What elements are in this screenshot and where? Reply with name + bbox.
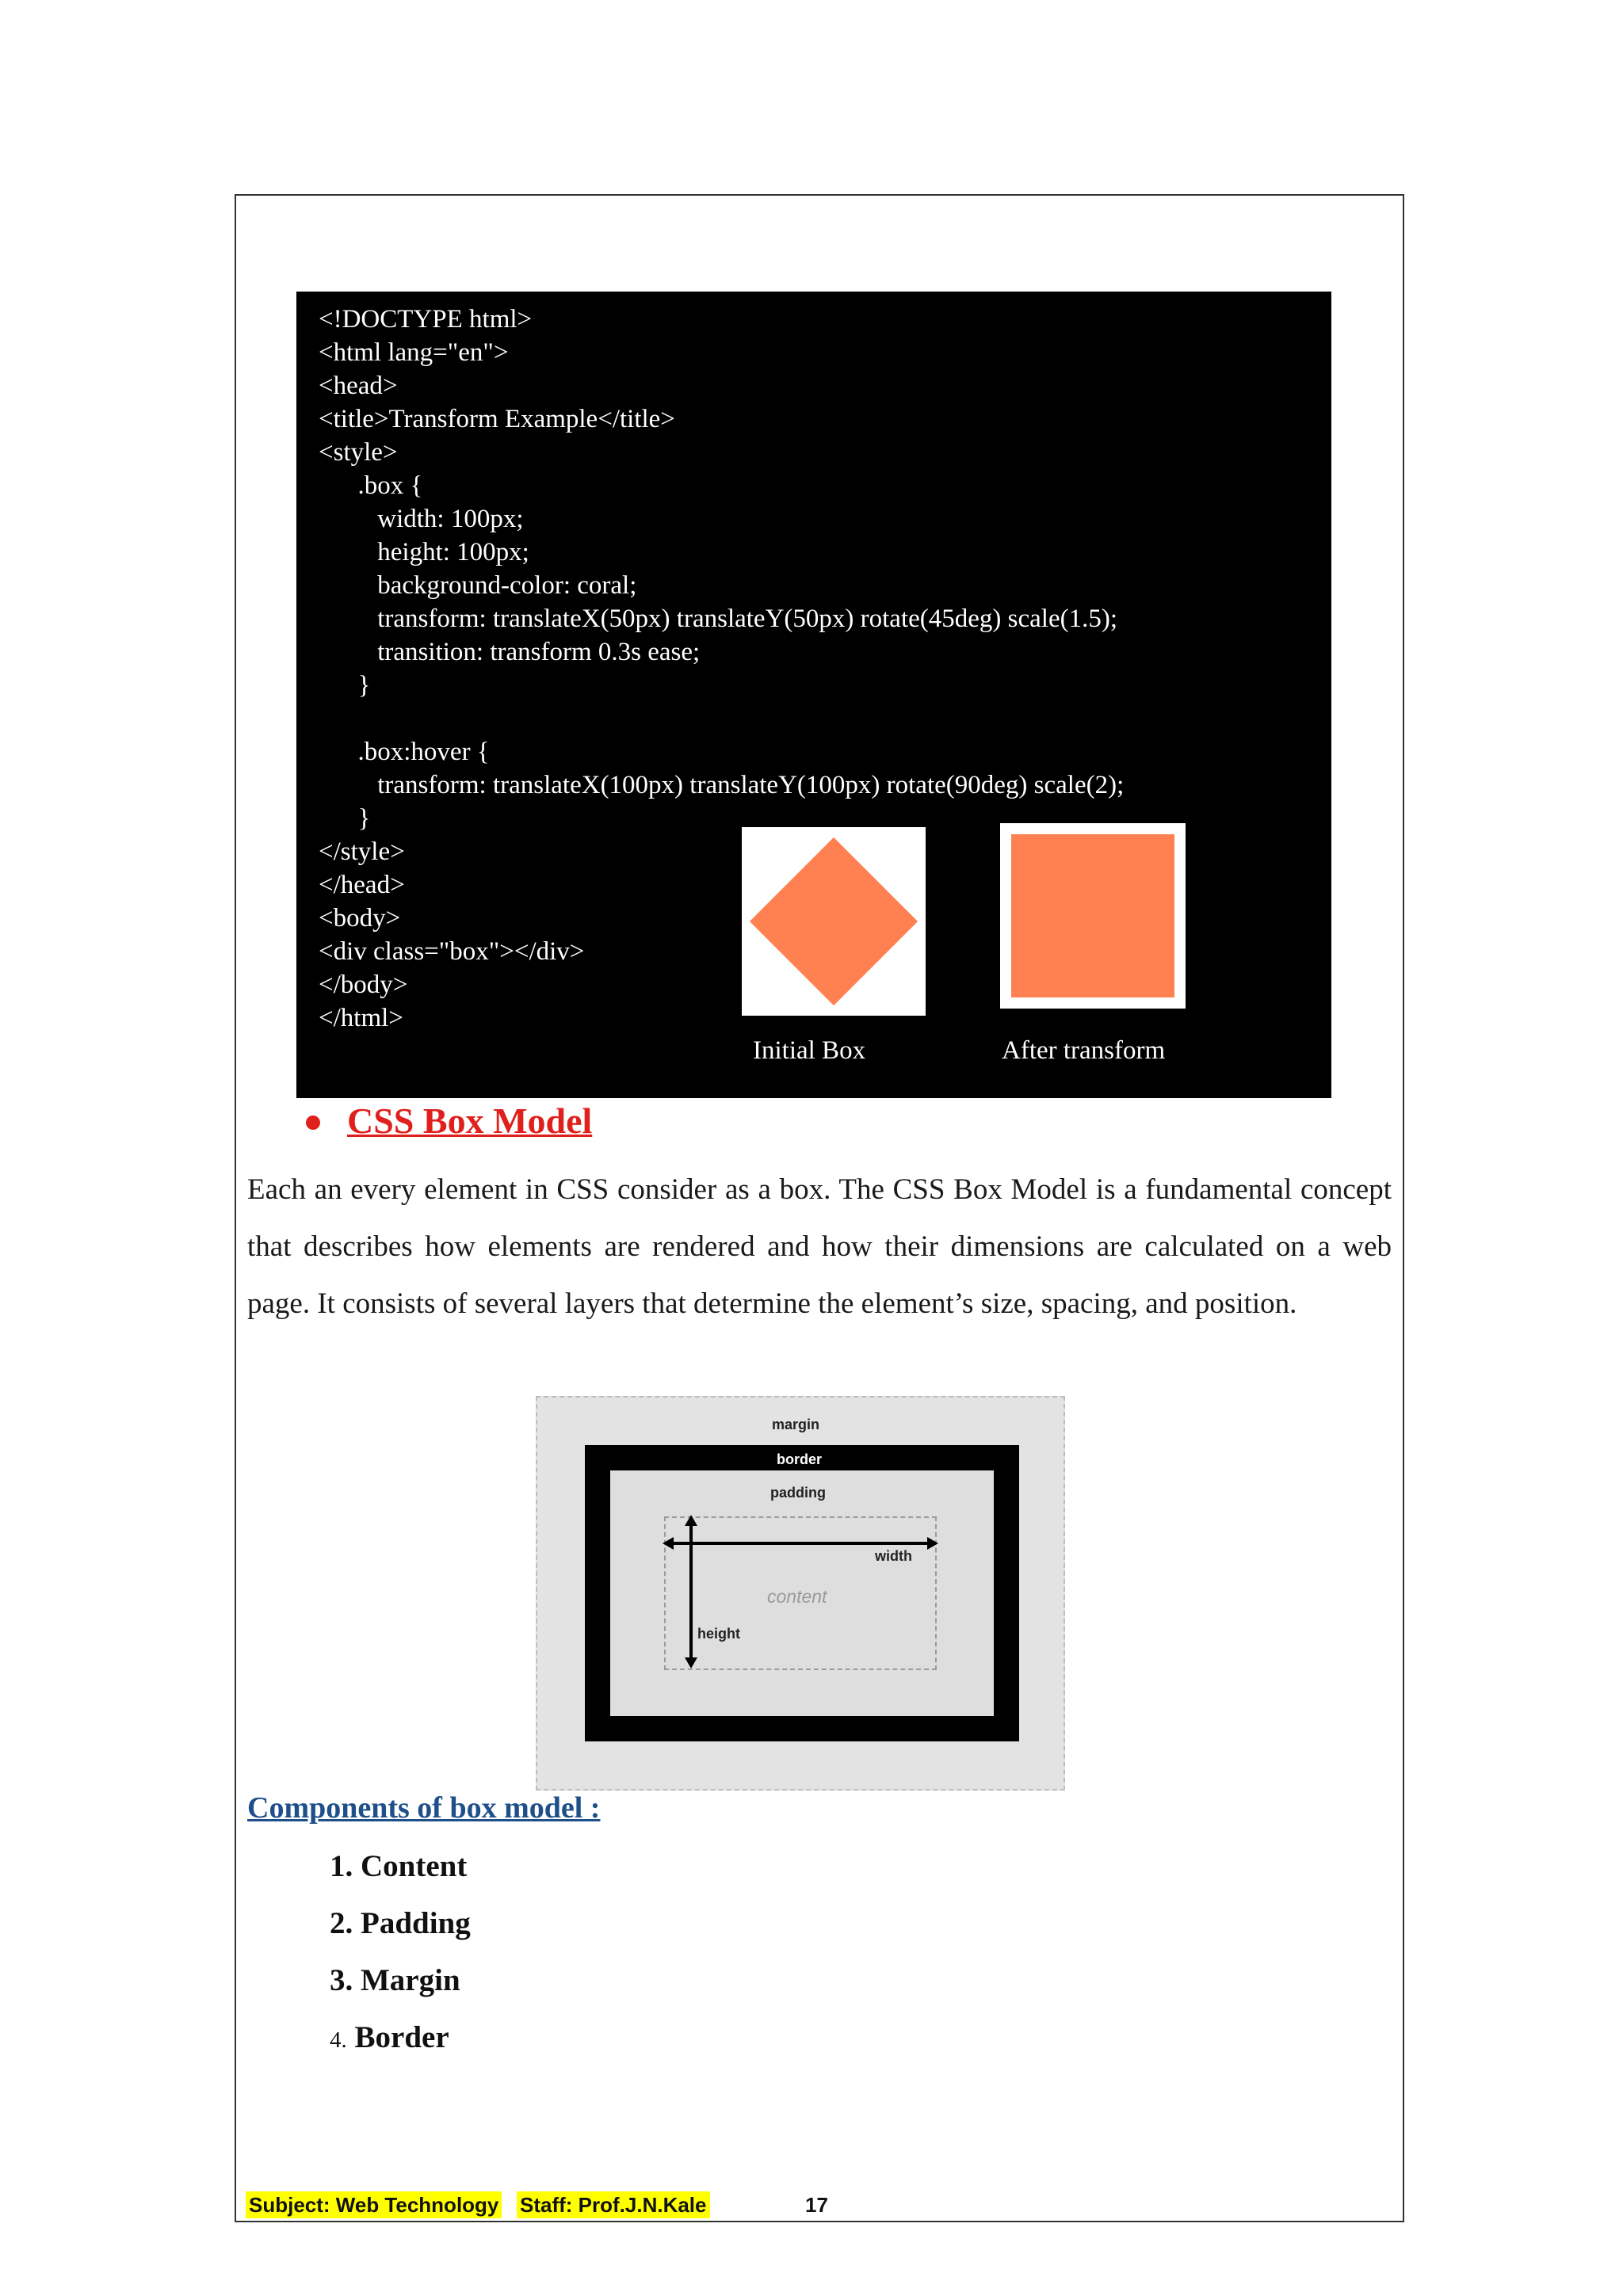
rotated-coral-box: [750, 837, 918, 1005]
initial-box-caption: Initial Box: [753, 1036, 866, 1065]
after-transform-caption: After transform: [1002, 1036, 1166, 1065]
box-model-paragraph: Each an every element in CSS consider as a box. The CSS Box Model is a fundamental concept that describes how elements are rendered and how their dimensions are calculated on a web page. It consists of several layers that determine the element’s size, spacing, and position.: [247, 1173, 1392, 1320]
list-item: 2. Padding: [330, 1906, 471, 1940]
page-number: 17: [805, 2193, 828, 2217]
width-label: width: [875, 1548, 912, 1564]
list-item-label: Border: [354, 2020, 449, 2054]
list-item: [330, 2009, 471, 2066]
after-transform-demo: [1000, 823, 1186, 1009]
footer-subject: Subject: Web Technology: [246, 2191, 502, 2218]
components-heading: Components of box model :: [247, 1791, 601, 1825]
border-label: border: [777, 1451, 823, 1467]
coral-square: [1011, 834, 1174, 997]
bullet-icon: [306, 1116, 320, 1130]
section-heading: CSS Box Model: [347, 1100, 593, 1141]
content-label: content: [767, 1586, 827, 1607]
box-model-diagram: [536, 1396, 1065, 1791]
initial-box-demo: [742, 827, 926, 1016]
code-listing: <!DOCTYPE html> <html lang="en"> <head> <title>Transform Example</title> <style> .box { width: 100px; height: 100px; background-color: coral; transform: translateX(50px) translateY(50px) rotate(45deg) scale(1.5); transition: transform 0.3s ease; } .box:hover { transform: translateX(100px) translateY(100px) rotate(90deg) scale(2); } </style> </head> <body> <div class="box"></div> </body> </html>: [319, 305, 1125, 1032]
height-label: height: [697, 1626, 740, 1642]
margin-label: margin: [772, 1417, 820, 1432]
list-item: 1. Content: [330, 1849, 468, 1883]
list-item: 3. Margin: [330, 1963, 460, 1997]
list-item-number: 4.: [330, 2027, 347, 2053]
code-example-block: [296, 292, 1331, 1098]
components-list: [330, 1838, 471, 2066]
footer-staff: Staff: Prof.J.N.Kale: [517, 2191, 710, 2218]
padding-label: padding: [770, 1485, 826, 1501]
